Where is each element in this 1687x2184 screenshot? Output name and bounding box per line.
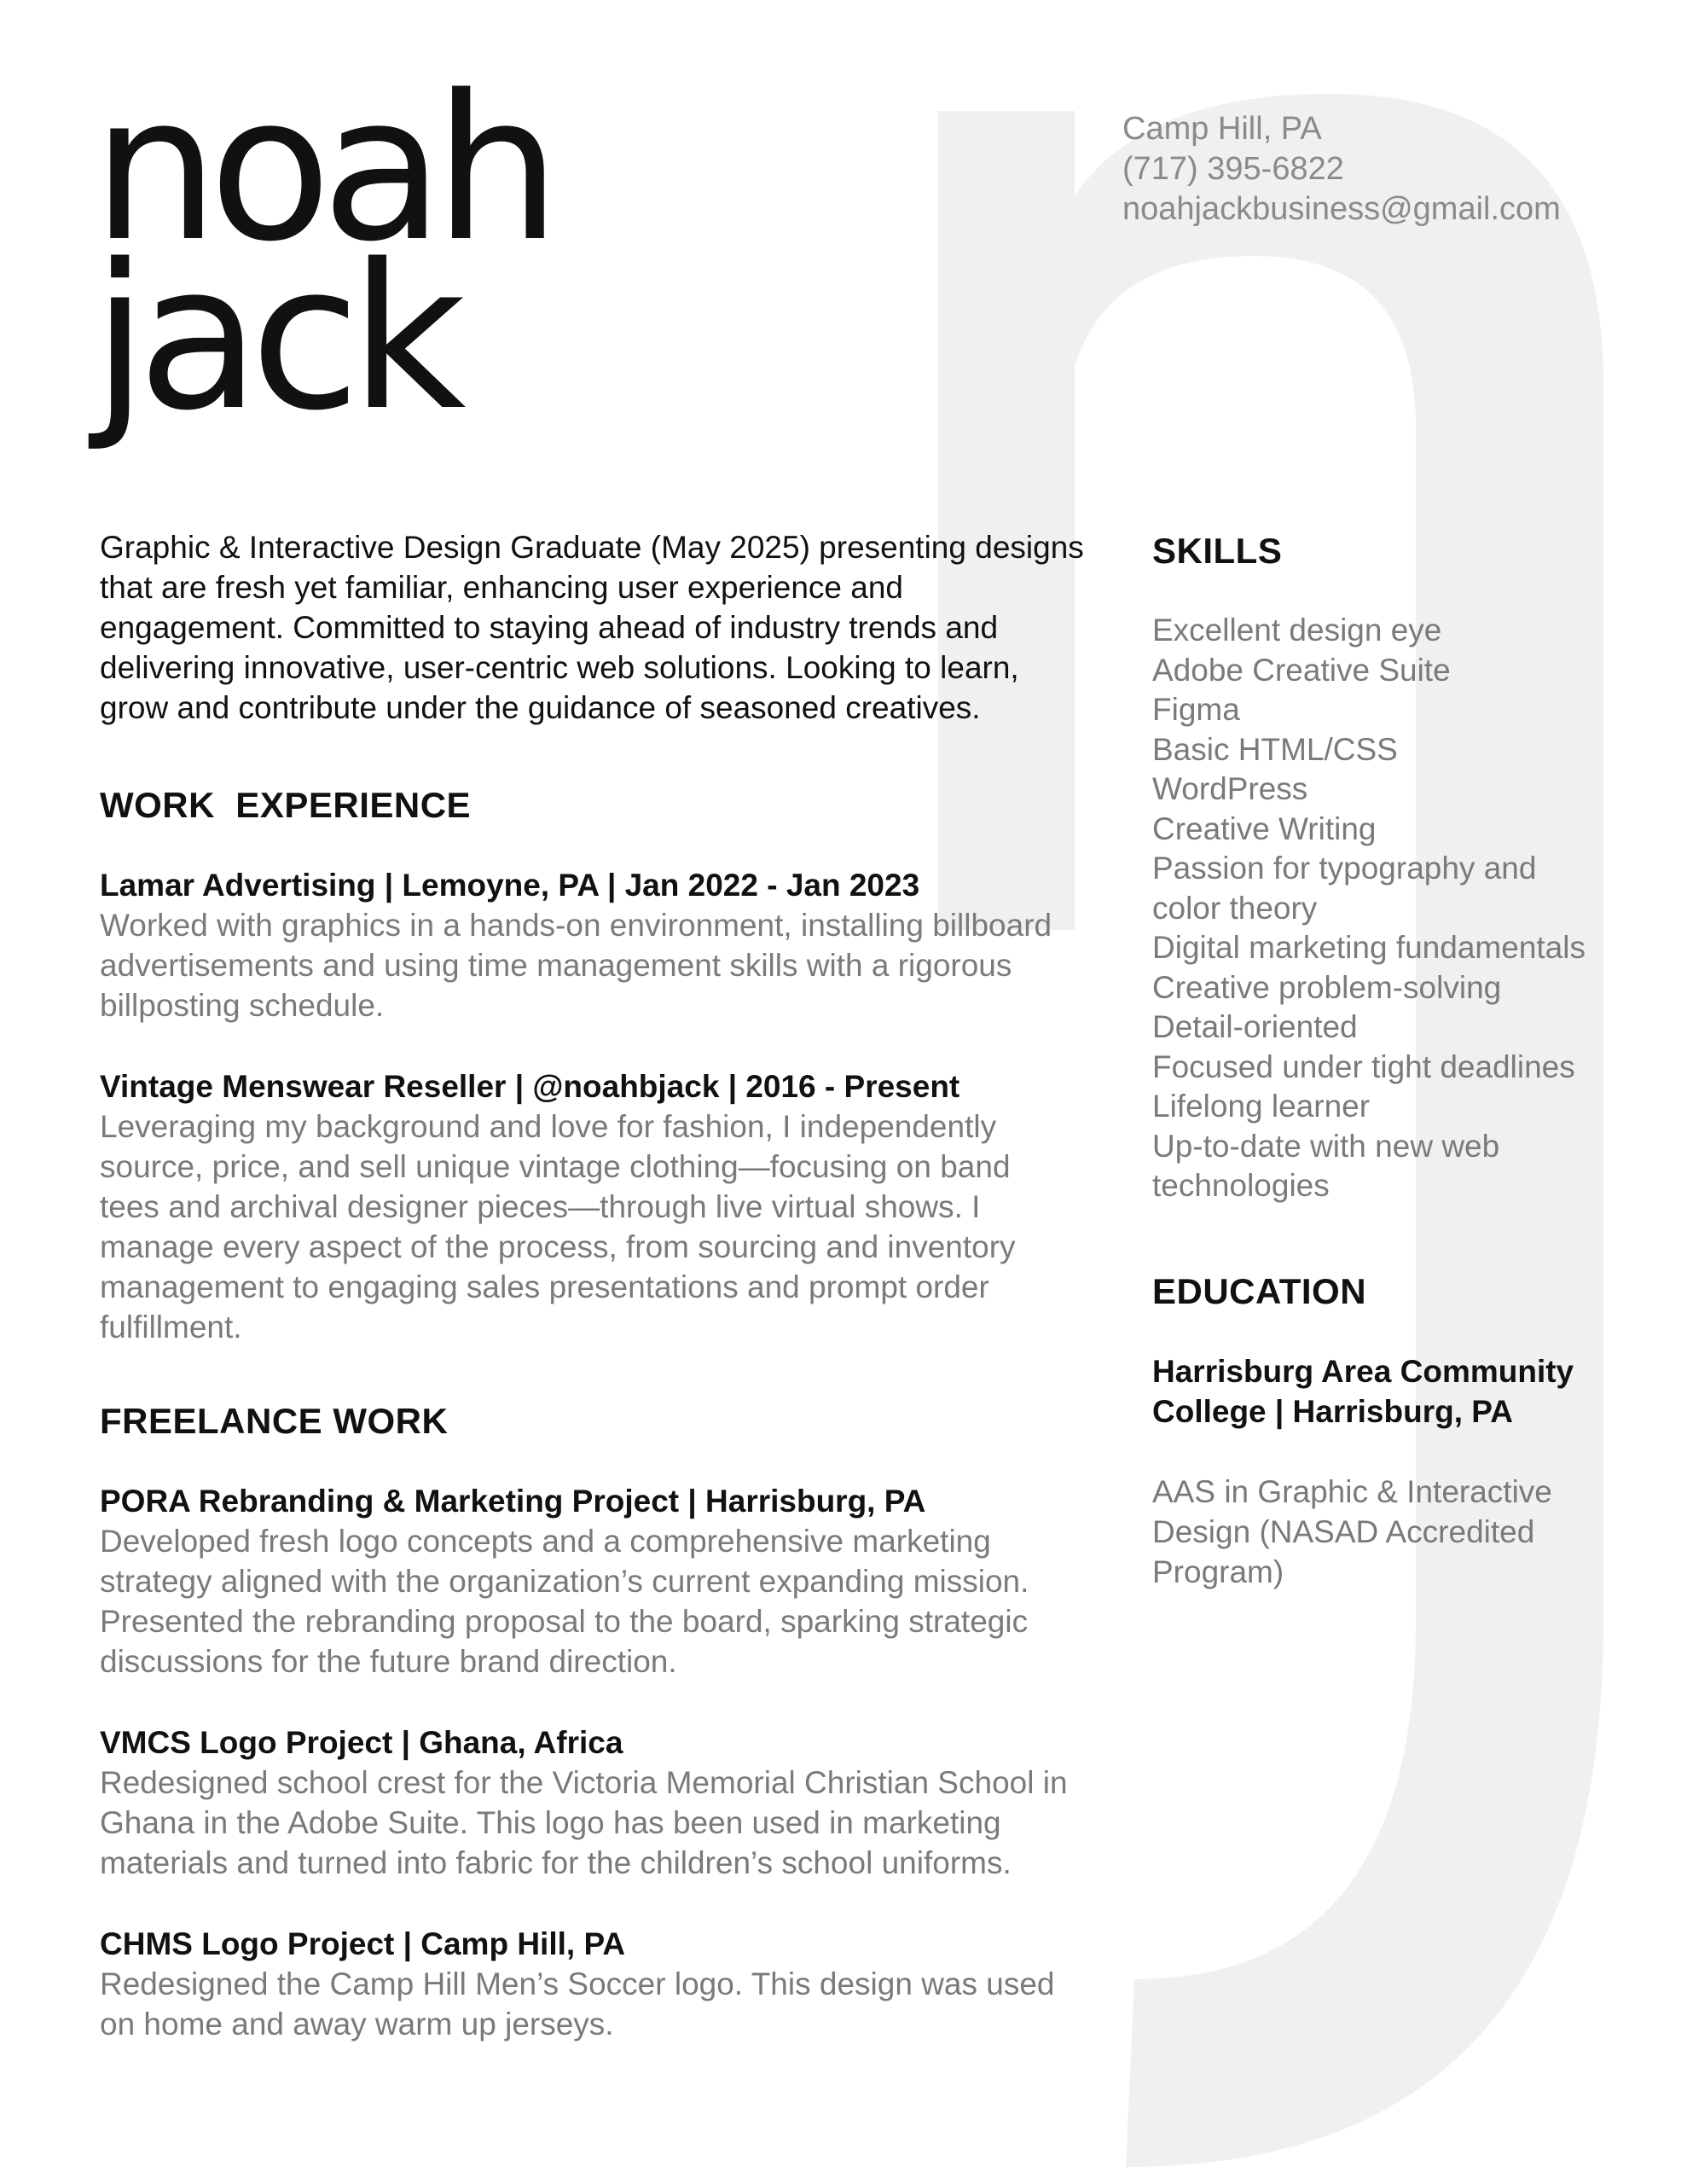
work-entry [100, 1066, 1089, 1347]
entry-title: Vintage Menswear Reseller | @noahbjack | 2016 - Present [100, 1069, 960, 1104]
entry-title: Lamar Advertising | Lemoyne, PA | Jan 2022 - Jan 2023 [100, 868, 920, 903]
entry-description: Worked with graphics in a hands-on environment, installing billboard advertisements and using time management skills with a rigorous billposting schedule. [100, 908, 1052, 1023]
section-heading-education: EDUCATION [1152, 1271, 1367, 1311]
skill-item: Detail-oriented [1152, 1009, 1358, 1044]
freelance-entry [100, 1924, 1089, 2044]
contact-info [1122, 109, 1561, 229]
skill-item: WordPress [1152, 771, 1308, 806]
skills-section [1152, 531, 1630, 1206]
entry-title: VMCS Logo Project | Ghana, Africa [100, 1725, 623, 1760]
freelance-entry [100, 1722, 1089, 1883]
work-entry [100, 865, 1089, 1025]
skills-list [1152, 611, 1630, 1206]
section-heading-work: WORK EXPERIENCE [100, 785, 472, 825]
first-name: noah [92, 53, 551, 286]
entry-description: Redesigned school crest for the Victoria Memorial Christian School in Ghana in the Adobe Suite. This logo has been used in marketing materials and turned into fabric for the children’s school uniforms. [100, 1765, 1068, 1880]
entry-title: PORA Rebranding & Marketing Project | Harrisburg, PA [100, 1484, 926, 1519]
section-heading-freelance: FREELANCE WORK [100, 1401, 449, 1441]
entry-description: Leveraging my background and love for fashion, I independently source, price, and sell unique vintage clothing—focusing on band tees and archival designer pieces—through live virtual shows. I manage every aspect of the process, from sourcing and inventory management to engaging sales presentations and prompt order fulfillment. [100, 1109, 1016, 1345]
contact-email[interactable]: noahjackbusiness@gmail.com [1122, 191, 1561, 227]
skill-item: Adobe Creative Suite [1152, 652, 1451, 688]
skill-item: Digital marketing fundamentals [1152, 930, 1586, 965]
section-heading-skills: SKILLS [1152, 531, 1283, 571]
education-school: Harrisburg Area Community College | Harrisburg, PA [1152, 1354, 1574, 1429]
skill-item: Creative problem-solving [1152, 969, 1502, 1005]
skill-item: Passion for typography and [1152, 851, 1537, 886]
skill-item: Excellent design eye [1152, 613, 1442, 648]
education-degree: AAS in Graphic & Interactive Design (NASAD Accredited Program) [1152, 1474, 1552, 1589]
skill-item: Basic HTML/CSS [1152, 731, 1398, 767]
entry-description: Redesigned the Camp Hill Men’s Soccer logo. This design was used on home and away warm up jerseys. [100, 1966, 1055, 2042]
skill-item: Creative Writing [1152, 810, 1377, 846]
skill-item: Up-to-date with new web [1152, 1128, 1500, 1164]
skill-item: Figma [1152, 692, 1240, 727]
contact-location: Camp Hill, PA [1122, 111, 1322, 147]
skill-item: color theory [1152, 890, 1318, 926]
skill-item: technologies [1152, 1168, 1330, 1203]
entry-description: Developed fresh logo concepts and a comprehensive marketing strategy aligned with the organization’s current expanding mission. Presented the rebranding proposal to the board, sparking strategic discussions for the future brand direction. [100, 1524, 1029, 1679]
entry-title: CHMS Logo Project | Camp Hill, PA [100, 1926, 626, 1961]
freelance-work-section [100, 1401, 1089, 2044]
summary-paragraph: Graphic & Interactive Design Graduate (May 2025) presenting designs that are fresh yet familiar, enhancing user experience and engagement. Committed to staying ahead of industry trends and delivering innovative, user-centric web solutions. Looking to learn, grow and contribute under the guidance of seasoned creatives. [100, 530, 1084, 725]
education-section [1152, 1271, 1630, 1592]
work-experience-section [100, 785, 1089, 1347]
skill-item: Focused under tight deadlines [1152, 1048, 1575, 1084]
freelance-entry [100, 1481, 1089, 1682]
contact-phone[interactable]: (717) 395-6822 [1122, 151, 1344, 187]
last-name: jack [92, 222, 456, 455]
skill-item: Lifelong learner [1152, 1089, 1371, 1124]
name-logo [92, 53, 621, 455]
